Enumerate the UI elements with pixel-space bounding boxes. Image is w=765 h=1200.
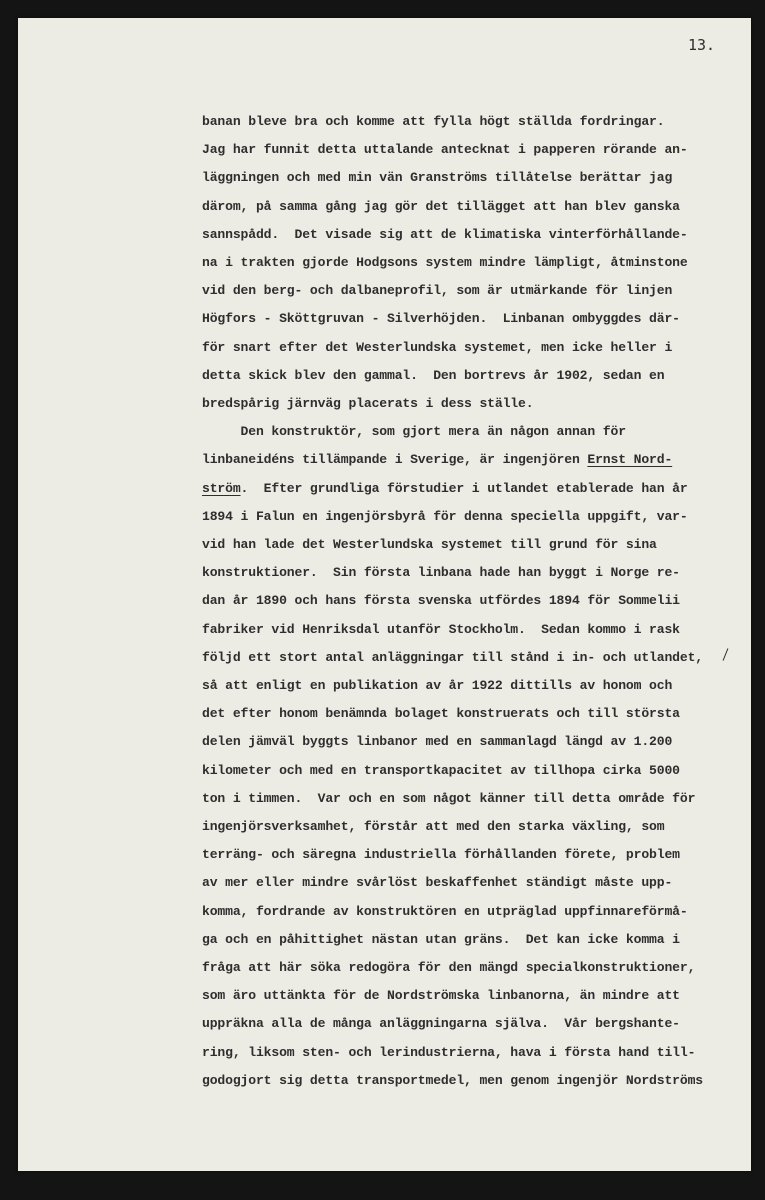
text-segment: konstruktioner. Sin första linbana hade han byggt i Norge re- <box>202 565 680 581</box>
text-segment: därom, på samma gång jag gör det tillägget att han blev ganska <box>202 198 680 214</box>
text-line <box>202 988 680 1003</box>
text-segment: ingenjörsverksamhet, förstår att med den starka växling, som <box>202 819 665 834</box>
text-line <box>202 199 680 214</box>
text-line <box>202 960 695 975</box>
text-line <box>202 481 688 496</box>
text-line <box>202 678 672 693</box>
text-segment: terräng- och säregna industriella förhållanden förete, problem <box>202 847 680 863</box>
text-line <box>202 650 703 665</box>
text-segment: komma, fordrande av konstruktören en utpräglad uppfinnareförmå- <box>202 903 688 919</box>
underlined-name: Ernst Nord- <box>587 452 673 468</box>
text-segment: 1894 i Falun en ingenjörsbyrå för denna speciella uppgift, var- <box>202 508 688 524</box>
underlined-name: ström <box>202 480 241 496</box>
text-segment: av mer eller mindre svårlöst beskaffenhet ständigt måste upp- <box>202 875 673 891</box>
text-segment: dan år 1890 och hans första svenska utfördes 1894 för Sommelii <box>202 593 680 609</box>
text-line <box>202 424 626 439</box>
text-line <box>202 142 688 157</box>
text-segment: uppräkna alla de många anläggningarna själva. Vår bergshante- <box>202 1016 680 1032</box>
text-line <box>202 227 688 242</box>
text-line <box>202 396 533 411</box>
text-segment: som äro uttänkta för de Nordströmska linbanorna, än mindre att <box>202 988 680 1004</box>
text-segment: fråga att här söka redogöra för den mängd specialkonstruktioner, <box>202 960 696 975</box>
text-segment: Den konstruktör, som gjort mera än någon annan för <box>202 424 626 440</box>
text-line <box>202 1045 695 1060</box>
text-segment: fabriker vid Henriksdal utanför Stockholm. Sedan kommo i rask <box>202 621 680 637</box>
text-segment: godogjort sig detta transportmedel, men genom ingenjör Nordströms <box>202 1072 703 1088</box>
text-segment: så att enligt en publikation av år 1922 dittills av honom och <box>202 678 673 693</box>
text-segment: läggningen och med min vän Granströms tillåtelse berättar jag <box>202 170 673 186</box>
text-segment: ga och en påhittighet nästan utan gräns. Det kan icke komma i <box>202 931 680 947</box>
text-line <box>202 114 664 129</box>
text-segment: bredspårig järnväg placerats i dess ställe. <box>202 396 534 411</box>
text-segment: sannspådd. Det visade sig att de klimatiska vinterförhållande- <box>202 226 688 242</box>
text-line <box>202 875 672 890</box>
text-line <box>202 622 680 637</box>
text-line <box>202 537 657 552</box>
text-segment: Högfors - Sköttgruvan - Silverhöjden. Linbanan ombyggdes där- <box>202 311 680 327</box>
text-segment: delen jämväl byggts linbanor med en sammanlagd längd av 1.200 <box>202 734 673 750</box>
text-segment: . Efter grundliga förstudier i utlandet etablerade han år <box>240 480 688 496</box>
text-segment: vid han lade det Westerlundska systemet till grund för sina <box>202 537 657 552</box>
text-line <box>202 311 680 326</box>
text-line <box>202 763 680 778</box>
text-segment: detta skick blev den gammal. Den bortrevs år 1902, sedan en <box>202 367 665 383</box>
text-line <box>202 734 672 749</box>
text-line <box>202 593 680 608</box>
text-segment: följd ett stort antal anläggningar till stånd i in- och utlandet, <box>202 649 703 665</box>
text-line <box>202 1016 680 1031</box>
text-line <box>202 706 680 721</box>
text-line <box>202 170 672 185</box>
text-segment: linbaneidéns tillämpande i Sverige, är ingenjören <box>202 452 588 468</box>
text-line <box>202 565 680 580</box>
text-line <box>202 847 680 862</box>
text-line <box>202 340 672 355</box>
text-segment: ton i timmen. Var och en som något känner till detta område för <box>202 790 696 806</box>
text-line <box>202 1073 703 1088</box>
text-segment: banan bleve bra och komme att fylla högt ställda fordringar. <box>202 114 665 129</box>
text-segment: na i trakten gjorde Hodgsons system mindre lämpligt, åtminstone <box>202 255 688 270</box>
text-segment: det efter honom benämnda bolaget konstruerats och till största <box>202 706 680 722</box>
text-segment: vid den berg- och dalbaneprofil, som är utmärkande för linjen <box>202 283 673 299</box>
text-line <box>202 791 695 806</box>
text-segment: kilometer och med en transportkapacitet av tillhopa cirka 5000 <box>202 762 680 778</box>
text-line <box>202 452 672 467</box>
page-number: 13. <box>688 36 716 54</box>
text-line <box>202 255 688 270</box>
text-line <box>202 368 664 383</box>
text-segment: Jag har funnit detta uttalande antecknat i papperen rörande an- <box>202 142 688 158</box>
text-line <box>202 283 672 298</box>
text-line <box>202 904 688 919</box>
text-segment: ring, liksom sten- och lerindustrierna, hava i första hand till- <box>202 1044 696 1060</box>
text-line <box>202 509 688 524</box>
text-segment: för snart efter det Westerlundska systemet, men icke heller i <box>202 339 673 355</box>
text-line <box>202 932 680 947</box>
text-line <box>202 819 664 834</box>
